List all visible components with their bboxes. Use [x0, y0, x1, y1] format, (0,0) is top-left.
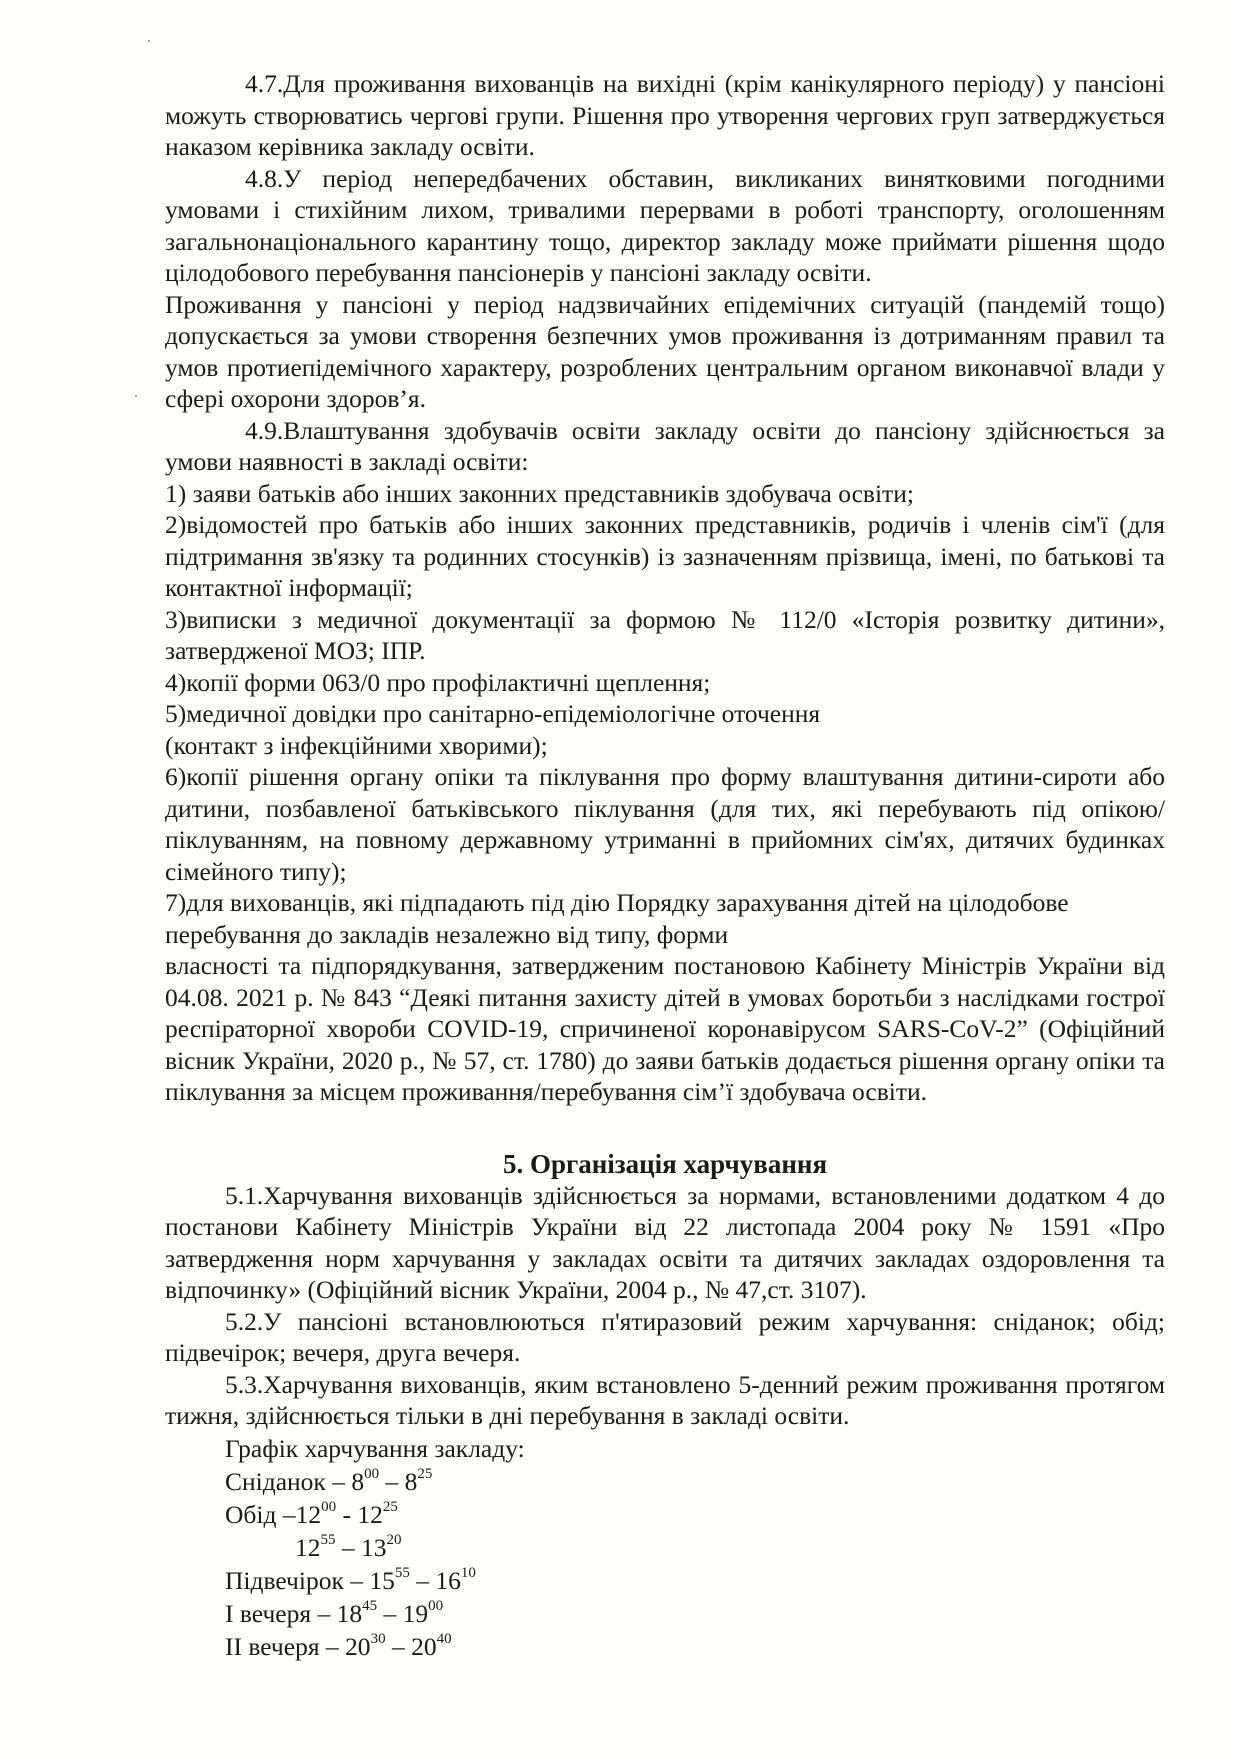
section-5-heading: 5. Організація харчування	[502, 1148, 828, 1179]
paragraph-4-9: 4.9.Влаштування здобувачів освіти закладу освіти до пансіону здійснюється за умови наявності в закладі освіти:	[165, 415, 1165, 476]
document-body	[165, 68, 1165, 1663]
list-item-7a: 7)для вихованців, які підпадають під дію Порядку зарахування дітей на цілодобове перебування до закладів незалежно від типу, форми	[165, 888, 1069, 949]
list-item-7b: власності та підпорядкування, затвердженим постановою Кабінету Міністрів України від 04.08. 2021 р. № 843 “Деякі питання захисту дітей в умовах боротьби з наслідками гострої респіраторної хвороби COVID-19, спричиненої коронавірусом SARS-CoV-2” (Офіційний вісник України, 2020 р., № 57, ст. 1780) до заяви батьків додається рішення органу опіки та піклування за місцем проживання/перебування сім’ї здобувача освіти.	[165, 951, 1165, 1106]
list-item-1: 1) заяви батьків або інших законних представників здобувача освіти;	[165, 478, 914, 508]
paragraph-5-3: 5.3.Харчування вихованців, яким встановлено 5-денний режим проживання протягом тижня, здійснюється тільки в дні перебування в закладі освіти.	[165, 1369, 1165, 1430]
list-item-2: 2)відомостей про батьків або інших законних представників, родичів і членів сім'ї (для підтримання зв'язку та родинних стосунків) із зазначенням прізвища, імені, по батькові та контактної інформації;	[165, 510, 1165, 602]
schedule-row-lunch: Обід $-12^{00} - 12^{25}$	[225, 1499, 398, 1529]
schedule-row-dinner-2: ІІ вечеря – $20^{30} - 20^{40}$	[225, 1631, 452, 1661]
meal-schedule	[225, 1432, 1165, 1663]
schedule-row-lunch-2: $12^{55} - 13^{20}$	[295, 1532, 402, 1562]
list-item-5a: 5)медичної довідки про санітарно-епідеміологічне оточення	[165, 699, 821, 728]
schedule-row-breakfast: Сніданок – $8^{00} - 8^{25}$	[225, 1466, 433, 1496]
paragraph-4-7: 4.7.Для проживання вихованців на вихідні (крім канікулярного періоду) у пансіоні можуть створюватись чергові групи. Рішення про утворення чергових груп затверджується наказом керівника закладу освіти.	[165, 69, 1165, 161]
scan-speck	[135, 395, 137, 397]
list-item-3: 3)виписки з медичної документації за формою № 112/0 «Історія розвитку дитини», затвердженої МОЗ; ІПР.	[165, 604, 1165, 665]
meal-schedule-title: Графік харчування закладу:	[225, 1433, 525, 1463]
schedule-row-afternoon-snack: Підвечірок – $15^{55} - 16^{10}$	[225, 1565, 476, 1595]
scan-speck	[148, 40, 150, 42]
paragraph-5-1: 5.1.Харчування вихованців здійснюється за нормами, встановленими додатком 4 до постанови Кабінету Міністрів України від 22 листопада 2004 року № 1591 «Про затвердження норм харчування у закладах освіти та дитячих закладах оздоровлення та відпочинку» (Офіційний вісник України, 2004 р., № 47,ст. 3107).	[165, 1180, 1165, 1304]
list-item-6: 6)копії рішення органу опіки та піклування про форму влаштування дитини-сироти або дитини, позбавленої батьківського піклування (для тих, які перебувають під опікою/піклуванням, на повному державному утриманні в прийомних сім'ях, дитячих будинках сімейного типу);	[165, 762, 1165, 886]
list-item-4: 4)копії форми 063/0 про профілактичні щеплення;	[165, 667, 711, 697]
paragraph-4-8: 4.8.У період непередбачених обставин, викликаних винятковими погодними умовами і стихійним лихом, тривалими перервами в роботі транспорту, оголошенням загальнонаціонального карантину тощо, директор закладу може приймати рішення щодо цілодобового перебування пансіонерів у пансіоні закладу освіти.	[165, 163, 1165, 287]
paragraph-5-2: 5.2.У пансіоні встановлюються п'ятиразовий режим харчування: сніданок; обід; підвечірок; вечеря, друга вечеря.	[165, 1306, 1165, 1367]
paragraph-4-8-epidemic: Проживання у пансіоні у період надзвичайних епідемічних ситуацій (пандемій тощо) допускається за умови створення безпечних умов проживання із дотриманням правил та умов протиепідемічного характеру, розроблених центральним органом виконавчої влади у сфері охорони здоров’я.	[165, 289, 1165, 413]
list-item-5b: (контакт з інфекційними хворими);	[165, 730, 548, 760]
schedule-row-dinner-1: І вечеря – $18^{45} - 19^{00}$	[225, 1598, 444, 1628]
